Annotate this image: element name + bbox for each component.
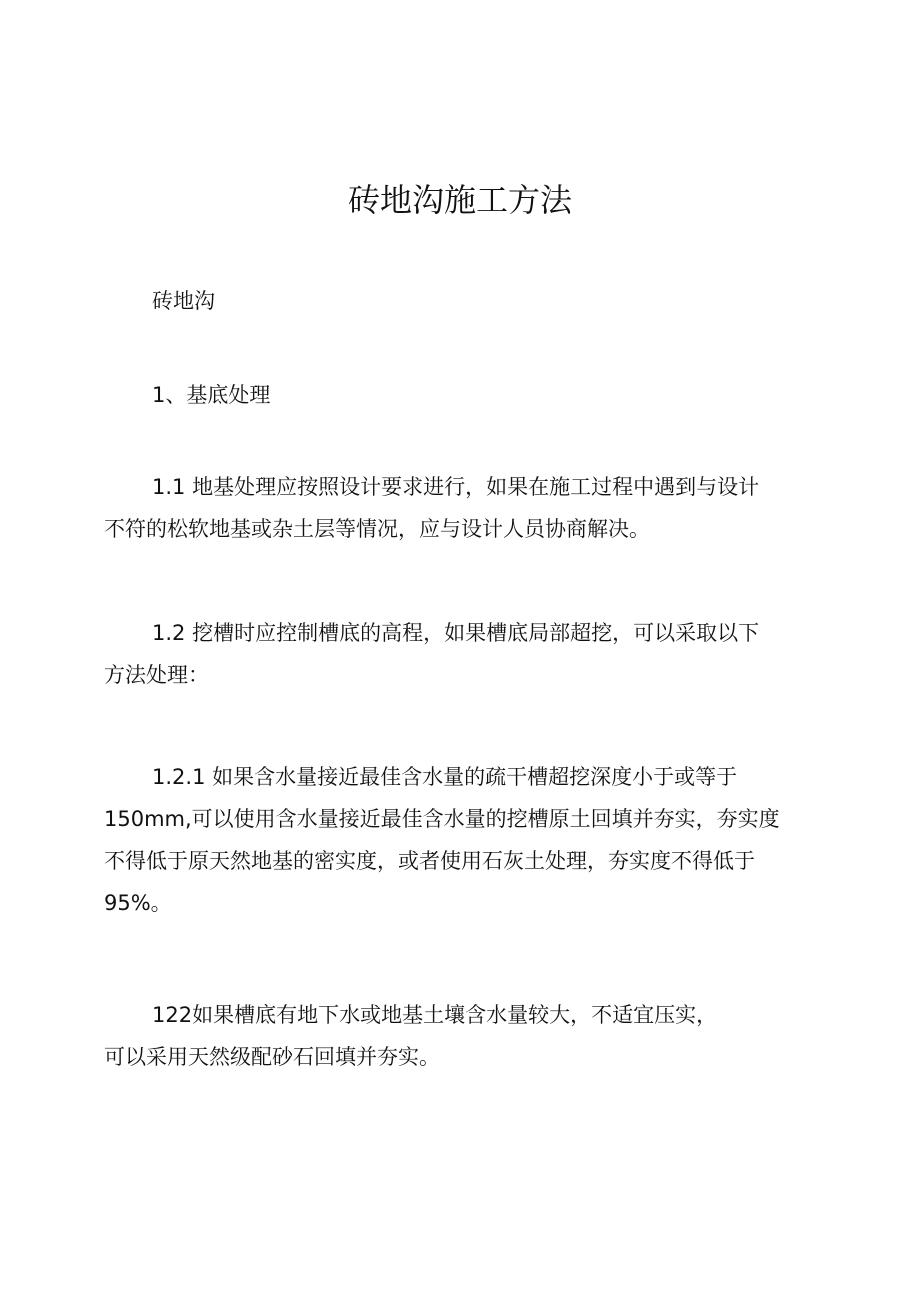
- paragraph-1-2-2-line-2: 可以采用天然级配砂石回填并夯实。: [104, 1045, 440, 1069]
- paragraph-1-2-1-line-4: 95%。: [104, 891, 172, 915]
- paragraph-1-2-line-2: 方法处理：: [104, 663, 209, 687]
- paragraph-1-2: [104, 612, 820, 696]
- section-heading: [104, 280, 820, 322]
- paragraph-1-2-1-line-3: 不得低于原天然地基的密实度，或者使用石灰土处理，夯实度不得低于: [104, 849, 755, 873]
- section-1-text: 1、基底处理: [152, 383, 271, 407]
- document-title: 砖地沟施工方法: [347, 181, 572, 219]
- paragraph-1-2-2-line-1: 122如果槽底有地下水或地基土壤含水量较大，不适宜压实，: [152, 1003, 718, 1027]
- paragraph-1-2-1-line-1: 1.2.1 如果含水量接近最佳含水量的疏干槽超挖深度小于或等于: [152, 765, 738, 789]
- paragraph-1-2-line-1: 1.2 挖槽时应控制槽底的高程，如果槽底局部超挖，可以采取以下: [152, 621, 760, 645]
- paragraph-1-2-2: [104, 994, 820, 1078]
- heading-text: 砖地沟: [152, 289, 215, 313]
- paragraph-1-2-1-line-2: 150mm,可以使用含水量接近最佳含水量的挖槽原土回填并夯实，夯实度: [104, 807, 780, 831]
- paragraph-1-2-1: [104, 756, 820, 924]
- paragraph-1-1-line-2: 不符的松软地基或杂土层等情况，应与设计人员协商解决。: [104, 517, 650, 541]
- section-1-heading: [104, 374, 820, 416]
- paragraph-1-1-line-1: 1.1 地基处理应按照设计要求进行，如果在施工过程中遇到与设计: [152, 475, 760, 499]
- paragraph-1-1: [104, 466, 820, 550]
